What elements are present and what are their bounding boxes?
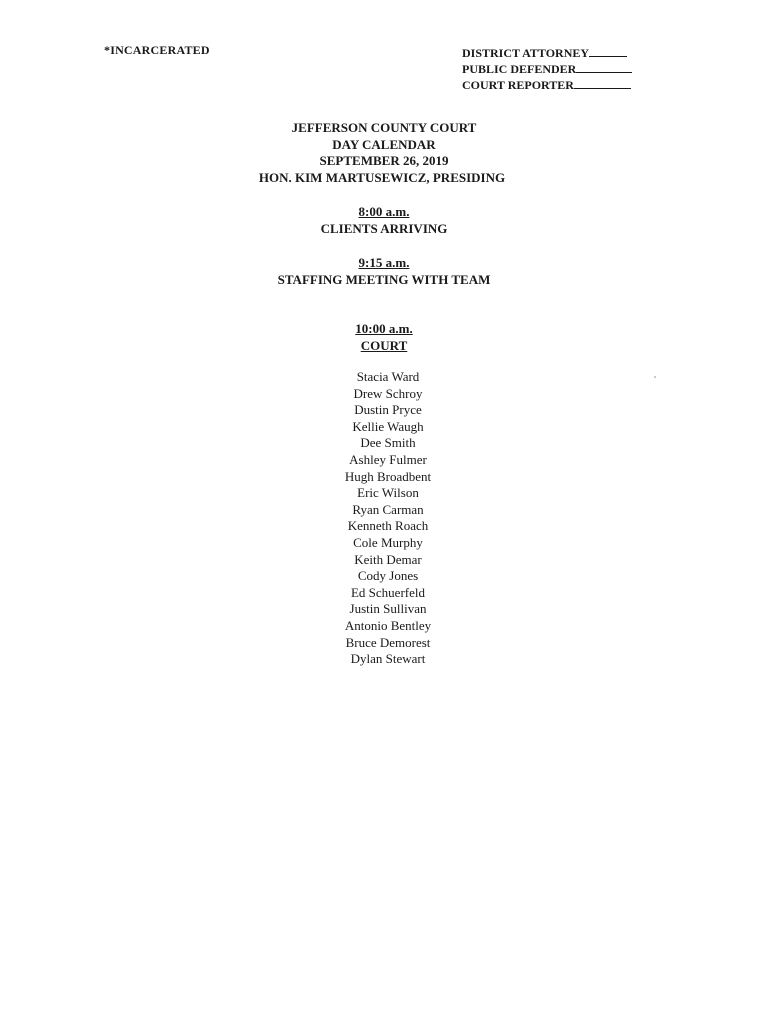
schedule-time: 10:00 a.m. [355, 321, 413, 336]
signoff-district-attorney-line [589, 45, 627, 57]
signoff-court-reporter-label: COURT REPORTER [462, 78, 574, 92]
list-item: Hugh Broadbent [344, 468, 432, 484]
signoff-public-defender-label: PUBLIC DEFENDER [462, 62, 577, 76]
list-item: Drew Schroy [353, 385, 423, 401]
signoff-district-attorney [462, 45, 632, 61]
list-item: Ed Schuerfeld [350, 584, 425, 600]
list-item: Kenneth Roach [347, 518, 429, 534]
list-item: Dylan Stewart [350, 651, 426, 667]
list-item: Cody Jones [357, 568, 419, 584]
list-item: Ashley Fulmer [349, 451, 427, 467]
schedule-label: STAFFING MEETING WITH TEAM [277, 272, 491, 287]
signoff-court-reporter [462, 77, 632, 93]
schedule-label: CLIENTS ARRIVING [320, 221, 448, 236]
schedule-time: 8:00 a.m. [358, 204, 410, 219]
list-item: Ryan Carman [352, 501, 424, 517]
calendar-header [0, 120, 768, 186]
list-item: Eric Wilson [357, 485, 419, 501]
list-item: Stacia Ward [356, 369, 420, 384]
calendar-title: DAY CALENDAR [332, 136, 436, 152]
list-item: Justin Sullivan [349, 601, 427, 617]
schedule-item-court [0, 320, 768, 354]
signoff-public-defender [462, 61, 632, 77]
list-item: Bruce Demorest [345, 634, 431, 650]
calendar-date: SEPTEMBER 26, 2019 [319, 153, 449, 168]
list-item: Cole Murphy [353, 534, 423, 550]
schedule-time: 9:15 a.m. [358, 255, 410, 270]
scan-speck [654, 376, 656, 378]
list-item: Antonio Bentley [344, 617, 432, 633]
list-item: Dee Smith [360, 435, 416, 451]
schedule-label: COURT [360, 338, 408, 353]
incarcerated-note: *INCARCERATED [104, 43, 210, 57]
list-item: Keith Demar [354, 551, 422, 567]
signoff-court-reporter-line [574, 77, 631, 89]
schedule-item-staffing-meeting [0, 254, 768, 288]
signoff-district-attorney-label: DISTRICT ATTORNEY [462, 46, 590, 60]
signoff-block [462, 45, 632, 93]
presiding-judge: HON. KIM MARTUSEWICZ, PRESIDING [258, 169, 506, 185]
schedule-item-clients-arriving [0, 203, 768, 237]
list-item: Dustin Pryce [354, 402, 422, 418]
signoff-public-defender-line [576, 61, 632, 73]
court-name: JEFFERSON COUNTY COURT [291, 120, 477, 135]
list-item: Kellie Waugh [352, 418, 424, 434]
court-names-list [0, 369, 768, 668]
